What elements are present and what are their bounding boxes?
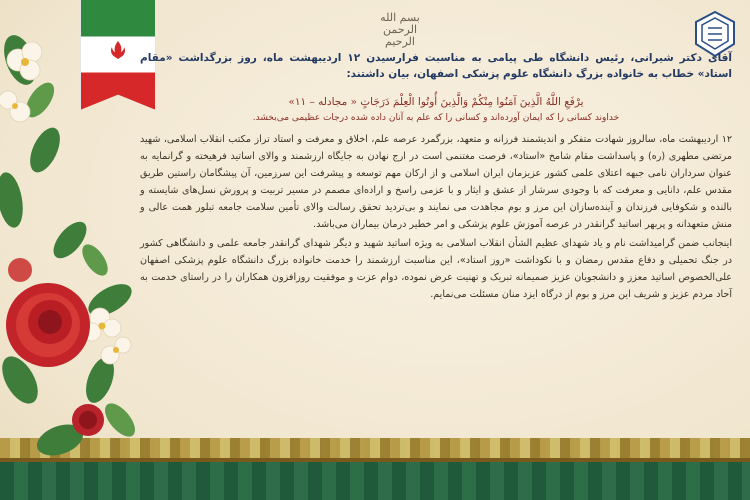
body-paragraph-1: ۱۲ اردیبهشت ماه، سالروز شهادت متفکر و اندیشمند فرزانه و متعهد، بزرگمرد عرصه علم، اخلاق و معرفت و استاد تراز مکتب انقلاب اسلامی، شهید مرتضی مطهری (ره) و پاسداشت مقام شامخ «استاد»، فرصت مغتنمی است در ارج نهادن به جایگاه ارزشمند و والای اساتید فرهیخته و گرانمایه به عنوان سرداران نامی جبهه اعتلای علمی کشور عزیزمان ایران اسلامی و از ارکان مهم توسعه و پیشرفت این سرزمین، آن پیشگامان راستین طریق مقدس علم، دانایی و معرفت که با وجودی سرشار از عشق و ایثار و با عزمی راسخ و اراده‌ای مصمم در مسیر تربیت و پرورش نسل‌های شایسته و بالنده و شکوفایی فرزندان و آینده‌سازان این مرز و بوم مجاهدت می نمایند و بی‌تردید تحقق رسالت والای تأمین سلامت جامعه تبلور همت عالی و منش متعهدانه و پربهر اساتید گرانقدر در عرصه آموزش علوم پزشکی و امر خطیر درمان بیماران می‌باشد. (140, 134, 732, 230)
verse-translation: خداوند کسانی را که ایمان آورده‌اند و کسانی را که علم به آنان داده شده درجات عظیمی می‌بخشد. (252, 113, 620, 123)
bismillah-calligraphy: بسم الله الرحمن الرحیم (380, 11, 420, 48)
quran-verse: یرْفَعِ اللَّهُ الَّذِینَ آمَنُوا مِنْکُمْ وَالَّذِینَ أُوتُوا الْعِلْمَ دَرَجَاتٍ « مجادله – ۱۱» (288, 96, 584, 108)
message-heading: آقای دکتر شیرانی، رئیس دانشگاه طی پیامی به مناسبت فرارسیدن ۱۲ اردیبهشت ماه، روز بزرگداشت «مقام استاد» خطاب به خانواده بزرگ دانشگاه علوم پزشکی اصفهان، بیان داشتند: (140, 52, 732, 80)
body-paragraph-2: اینجانب ضمن گرامیداشت نام و یاد شهدای عظیم الشأن انقلاب اسلامی به ویژه اساتید شهید و دیگر شهدای گرانقدر جامعه علمی و دانشگاهی کشور در جنگ تحمیلی و دفاع مقدس رمضان و با نکوداشت «روز استاد»، این مناسبت ارزشمند را خدمت خانواده بزرگ دانشگاه علوم پزشکی اصفهان علی‌الخصوص اساتید معزز و دانشجویان عزیز صمیمانه تبریک و تهنیت عرض نموده، دوام عزت و موفقیت روزافزون همکاران را در راستای خدمت به آحاد مردم عزیز و شریف این مرز و بوم از درگاه ایزد منان مسئلت می‌نمایم. (140, 238, 732, 300)
flag-emblem-icon (106, 38, 130, 62)
message-content (140, 50, 732, 305)
